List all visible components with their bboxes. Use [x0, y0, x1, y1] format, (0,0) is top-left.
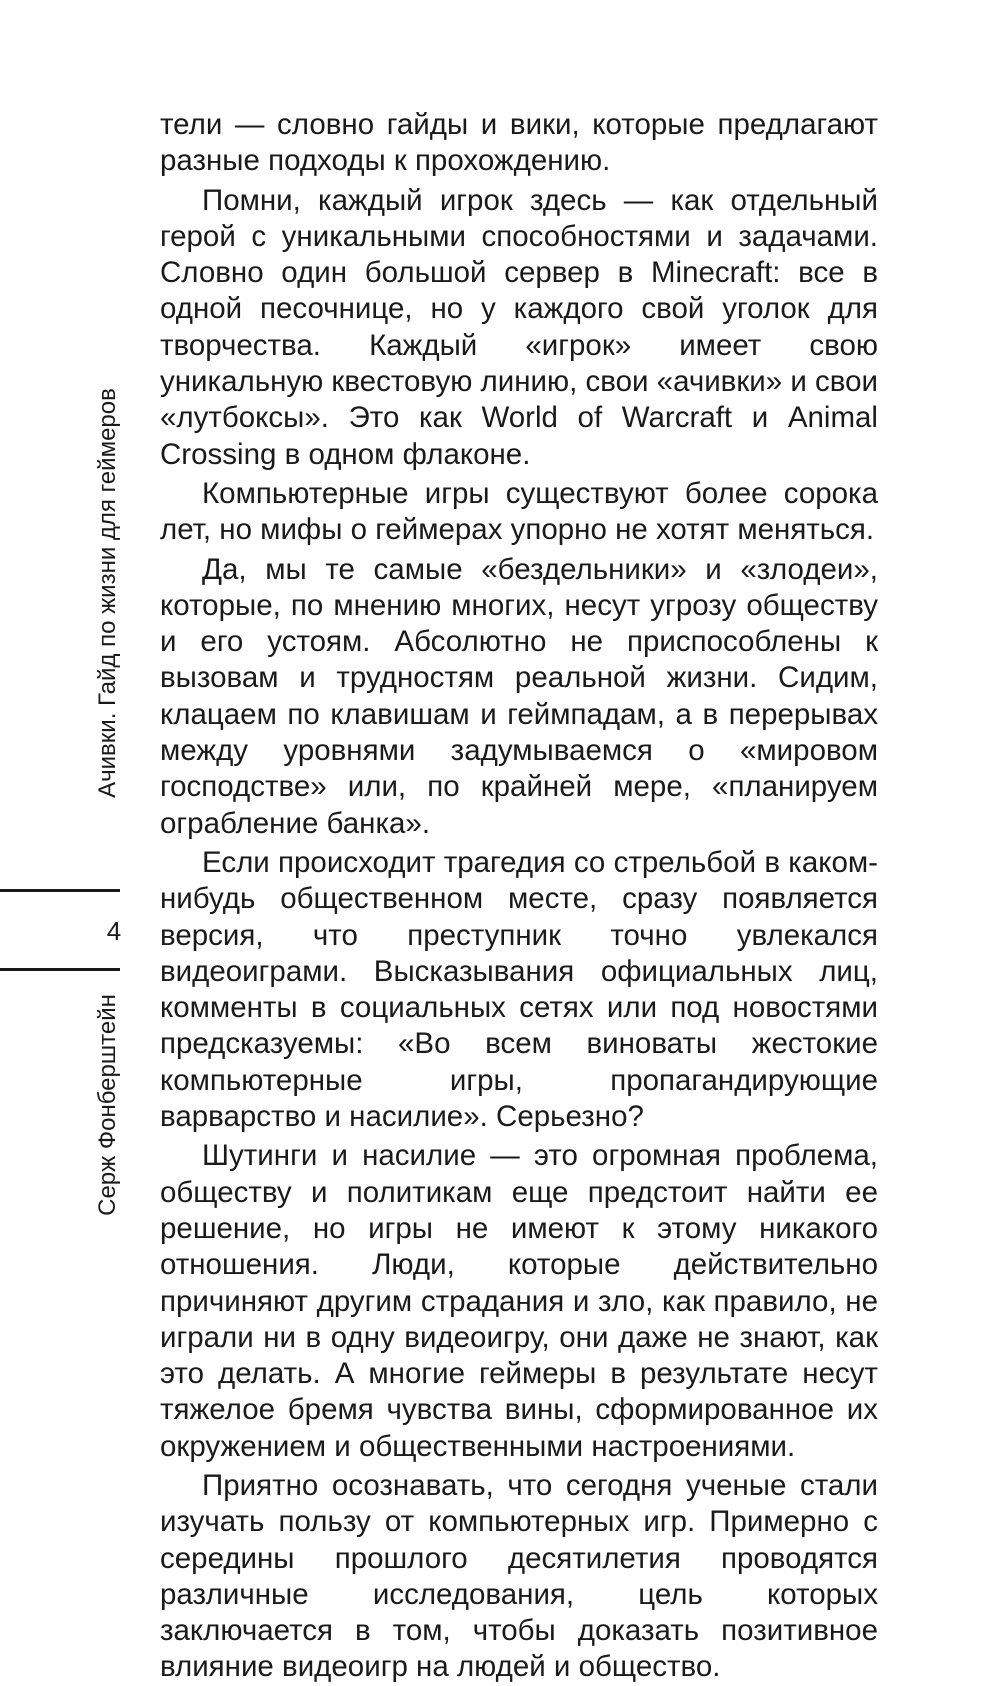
paragraph: Шутинги и насилие — это огромная проблема, обществу и политикам еще предстоит найти ее решение, но игры не имеют к этому никакого отношения. Люди, которые действительно причиняют другим страдания и зло, как правило, не играли ни в одну видеоигру, они даже не знают, как это делать. А многие геймеры в результате несут тяжелое бремя чувства вины, сформированное их окружением и общественными настроениями. — [160, 1139, 878, 1463]
running-header-author: Серж Фонберштейн — [94, 994, 121, 1216]
paragraph: Приятно осознавать, что сегодня ученые стали изучать пользу от компьютерных игр. Примерно с середины прошлого десятилетия проводятся различные исследования, цель которых заключается в том, чтобы доказать позитивное влияние видеоигр на людей и общество. — [160, 1468, 878, 1684]
running-header-title: Ачивки. Гайд по жизни для геймеров — [94, 388, 121, 798]
paragraph: Компьютерные игры существуют более сорока лет, но мифы о геймерах упорно не хотят меняться. — [160, 476, 878, 547]
text-column — [160, 107, 878, 1686]
paragraph: Да, мы те самые «бездельники» и «злодеи», которые, по мнению многих, несут угрозу обществу и его устоям. Абсолютно не приспособлены к вызовам и трудностям реальной жизни. Сидим, клацаем по клавишам и геймпадам, а в перерывах между уровнями задумываемся о «мировом господстве» или, по крайней мере, «планируем ограбление банка». — [160, 552, 878, 840]
header-rule-bottom — [0, 968, 120, 971]
paragraph: тели — словно гайды и вики, которые предлагают разные подходы к прохождению. — [160, 108, 878, 178]
paragraph: Помни, каждый игрок здесь — как отдельный герой с уникальными способностями и задачами. Словно один большой сервер в Minecraft: все в одной песочнице, но у каждого свой уголок для творчества. Каждый «игрок» имеет свою уникальную квестовую линию, свои «ачивки» и свои «лутбоксы». Это как World of Warcraft и Animal Crossing в одном флаконе. — [160, 183, 878, 471]
header-rule-top — [0, 889, 120, 892]
page-number: 4 — [106, 916, 122, 946]
paragraph: Если происходит трагедия со стрельбой в каком-нибудь общественном месте, сразу появляется версия, что преступник точно увлекался видеоиграми. Высказывания официальных лиц, комменты в социальных сетях или под новостями предсказуемы: «Во всем виноваты жестокие компьютерные игры, пропагандирующие варварство и насилие». Серьезно? — [160, 845, 878, 1134]
